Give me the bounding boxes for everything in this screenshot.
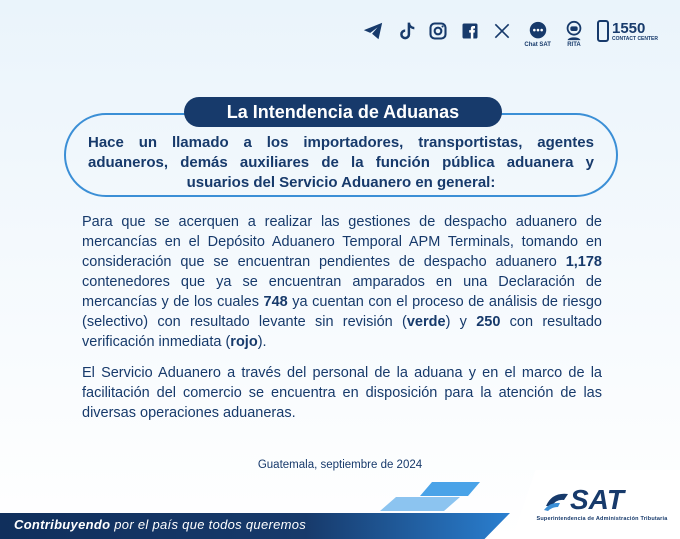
telegram-icon[interactable] <box>362 20 384 42</box>
p1-part3: ya cuentan con el proceso de análisis de riesgo (selectivo) con resultado levante sin revisión ( <box>82 294 602 330</box>
p1-num-250: 250 <box>476 314 501 330</box>
p1-part5: con resultado verificación inmediata ( <box>82 314 602 350</box>
paragraph-1 <box>82 212 602 352</box>
slogan-bold: Contribuyendo <box>14 517 111 532</box>
decorative-stripe <box>380 497 460 511</box>
p1-part4: ) y <box>445 314 477 330</box>
chat-sat-label: Chat SAT <box>524 42 551 48</box>
p1-verde: verde <box>406 314 446 330</box>
p1-part1: Para que se acerquen a realizar las gestiones de despacho aduanero de mercancías en el Depósito Aduanero Temporal APM Terminals, tomando en consideración que se encuentran pendientes de despacho aduanero <box>82 214 602 270</box>
slogan-rest: por el país que todos queremos <box>110 517 307 532</box>
page-title: La Intendencia de Aduanas <box>184 97 502 127</box>
decorative-stripe <box>420 482 480 496</box>
x-icon[interactable] <box>492 20 512 42</box>
date-line: Guatemala, septiembre de 2024 <box>257 459 423 471</box>
p1-part2: contenedores que ya se encuentran amparados en una Declaración de mercancías y de los cuales <box>82 274 602 310</box>
p1-num-748: 748 <box>263 294 288 310</box>
slogan <box>14 517 306 532</box>
call-text: Hace un llamado a los importadores, transportistas, agentes aduaneros, demás auxiliares de la función pública aduanera y usuarios del Servicio Aduanero en general: <box>88 134 594 191</box>
rita-icon[interactable] <box>563 20 585 49</box>
paragraph-2: El Servicio Aduanero a través del personal de la aduana y en el marco de la facilitación del comercio se encuentra en disposición para la atención de las diversas operaciones aduaneras. <box>82 365 602 421</box>
p1-num-1178: 1,178 <box>565 254 602 270</box>
social-bar <box>362 20 658 49</box>
rita-label: RITA <box>567 42 581 48</box>
contact-center[interactable] <box>597 20 658 42</box>
sat-logo[interactable] <box>542 484 662 514</box>
p1-part6: ). <box>257 334 267 350</box>
chat-sat-icon[interactable] <box>524 20 551 49</box>
sat-subtitle: Superintendencia de Administración Tributaria <box>536 516 668 522</box>
instagram-icon[interactable] <box>428 20 448 42</box>
phone-icon <box>597 20 609 42</box>
p1-rojo: rojo <box>230 334 258 350</box>
contact-center-label: CONTACT CENTER <box>611 35 658 42</box>
sat-logo-text: SAT <box>570 484 624 514</box>
tiktok-icon[interactable] <box>396 20 416 42</box>
facebook-icon[interactable] <box>460 20 480 42</box>
contact-number: 1550 <box>611 19 646 37</box>
